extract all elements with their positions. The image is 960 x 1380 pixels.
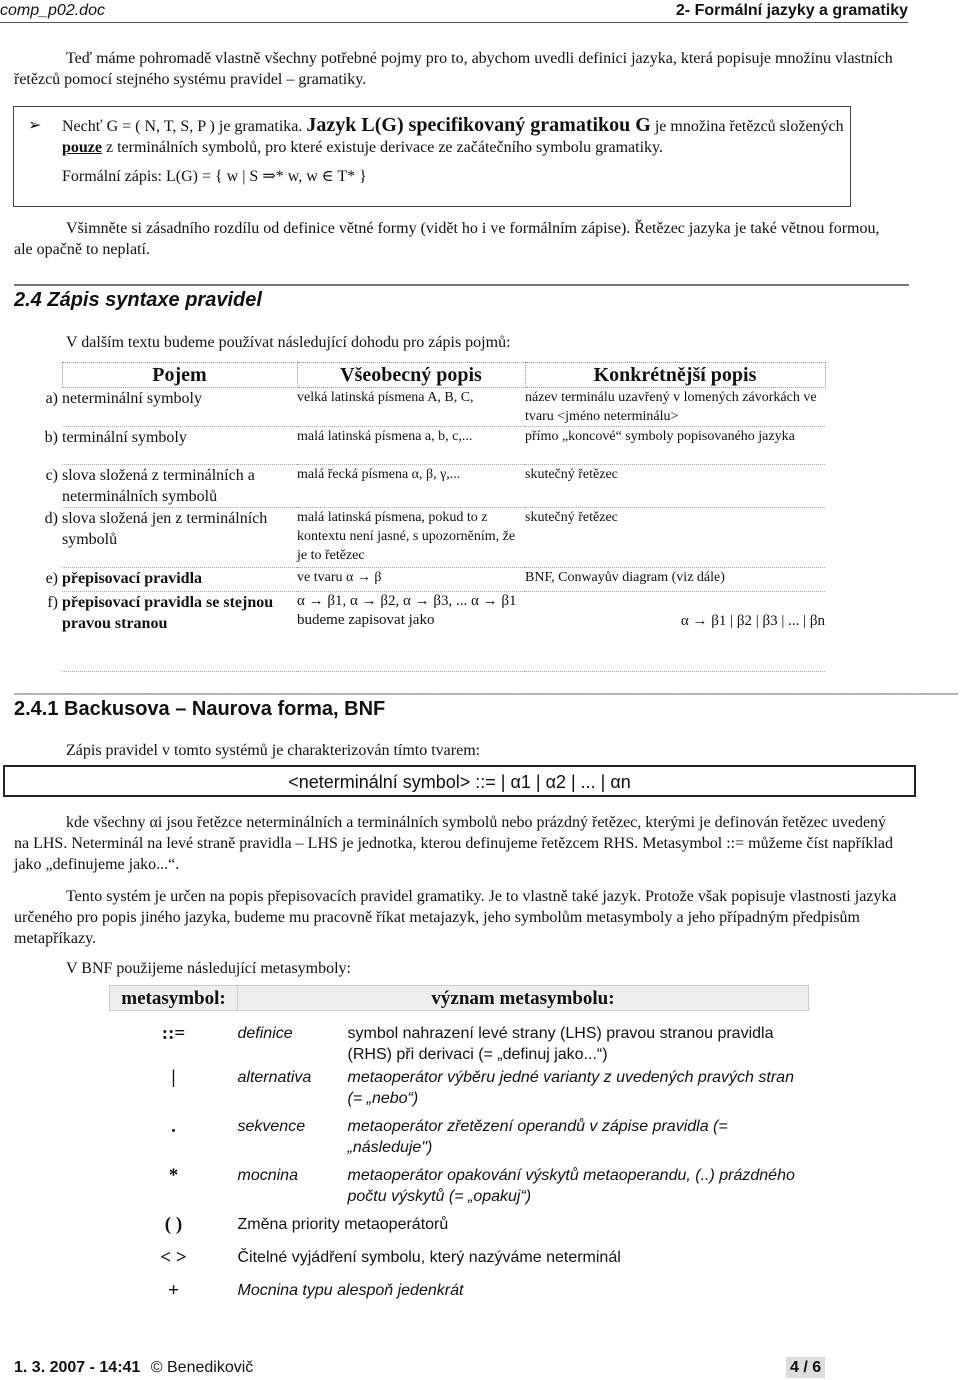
row-label: d) — [44, 509, 58, 527]
desc-cell: symbol nahrazení levé strany (LHS) pravou stranou pravidla (RHS) při derivaci (= „definuj jako...“) — [347, 1025, 774, 1063]
paragraph-metasymbols: V BNF použijeme následující metasymboly: — [66, 960, 351, 977]
footer-date: 1. 3. 2007 - 14:41 — [14, 1359, 141, 1376]
pojem-cell: přepisovací pravidla se stejnou pravou stranou — [62, 592, 297, 672]
metasymbol-cell: . — [171, 1116, 176, 1137]
definition-text — [24, 115, 852, 187]
paragraph-metajazyk: Tento systém je určen na popis přepisovacích pravidel gramatiky. Je to vlastně také jazyk. Protože však popisuje vlastnosti jazyka určeného pro popis jiného jazyka, budeme mu pracovně říkat metajazyk, jeho symbolům metasymboly a jeho případným předpisům metapříkazy. — [14, 888, 897, 947]
table-row — [14, 427, 825, 465]
col-vseobecny: Všeobecný popis — [297, 363, 525, 388]
row-label: f) — [47, 593, 58, 611]
notation-header-row — [14, 363, 825, 388]
file-name: comp_p02.doc — [0, 2, 105, 19]
konk-cell: α → β1 | β2 | β3 | ... | βn — [525, 592, 825, 672]
metasymbol-cell: ::= — [161, 1023, 186, 1044]
notation-table — [14, 362, 826, 672]
intro-paragraph: Teď máme pohromadě vlastně všechny potřebné pojmy pro to, abychom uvedli definici jazyka, která popisuje množinu vlastních řetězců pomocí stejného systému pravidel – gramatiky. — [14, 50, 893, 88]
table-row — [110, 1212, 809, 1245]
table-row — [110, 1245, 809, 1278]
name-cell: Čitelné vyjádření symbolu, který nazýváme neterminál — [237, 1249, 621, 1266]
metasymbol-cell: + — [168, 1280, 179, 1301]
paragraph-lhs: kde všechny αi jsou řetězce neterminálních a terminálních symbolů nebo prázdný řetězec, kterými je definován řetězec uvedený na LHS. Neterminál na levé straně pravidla – LHS je jednotka, kterou definujeme řetězcem RHS. Metasymbol ::= můžeme číst například jako „definujeme jako...“. — [14, 814, 893, 873]
pojem-cell: přepisovací pravidla — [62, 568, 297, 592]
vseob-cell: α → β1, α → β2, α → β3, ... α → β1 budeme zapisovat jako — [297, 592, 525, 672]
vseob-cell: malá latinská písmena a, b, c,... — [297, 427, 525, 465]
definition-part3: z terminálních symbolů, pro které existuje derivace ze začátečního symbolu gramatiky. — [102, 139, 663, 156]
note-paragraph: Všimněte si zásadního rozdílu od definice větné formy (vidět ho i ve formálním zápise). Řetězec jazyka je také větnou formou, ale opačně to neplatí. — [14, 220, 880, 258]
header-rule — [0, 22, 908, 23]
metasymbol-cell: | — [171, 1067, 176, 1088]
subsection-title: 2.4.1 Backusova – Naurova forma, BNF — [14, 698, 386, 720]
page-header — [0, 0, 960, 26]
metasymbol-header-row — [110, 986, 809, 1011]
metasymbol-table — [109, 985, 809, 1311]
table-row — [110, 1011, 809, 1066]
row-label: b) — [44, 428, 58, 446]
col-konkretnejsi: Konkrétnější popis — [525, 363, 825, 388]
desc-cell: metaoperátor zřetězení operandů v zápise pravidla (= „následuje") — [347, 1118, 728, 1156]
konk-cell: BNF, Conwayův diagram (viz dále) — [525, 568, 825, 592]
section-title: 2.4 Zápis syntaxe pravidel — [14, 289, 262, 311]
table-row — [14, 592, 825, 672]
subsection-rule — [14, 693, 958, 695]
table-row — [110, 1114, 809, 1163]
footer-author: © Benedikovič — [150, 1359, 254, 1376]
subsection-intro: Zápis pravidel v tomto systémů je charakterizován tímto tvarem: — [66, 742, 481, 759]
metasymbol-cell: * — [168, 1165, 179, 1186]
vseob-cell: malá latinská písmena, pokud to z kontextu není jasné, s upozorněním, že je to řetězec — [297, 508, 525, 568]
pojem-cell: terminální symboly — [62, 427, 297, 465]
vseob-cell: velká latinská písmena A, B, C, — [297, 388, 525, 427]
name-cell: sekvence — [237, 1118, 306, 1135]
page-number: 4 / 6 — [786, 1357, 825, 1378]
konk-cell: skutečný řetězec — [525, 465, 825, 508]
table-row — [14, 568, 825, 592]
bnf-formula: <neterminální symbol> ::= | α1 | α2 | ... | αn — [3, 765, 916, 797]
page-footer — [14, 1357, 253, 1378]
name-cell: alternativa — [237, 1069, 312, 1086]
name-cell: Mocnina typu alespoň jedenkrát — [237, 1282, 464, 1299]
konk-cell: přímo „koncové“ symboly popisovaného jazyka — [525, 427, 825, 465]
table-row — [110, 1278, 809, 1311]
konk-cell: skutečný řetězec — [525, 508, 825, 568]
desc-cell: metaoperátor výběru jedné varianty z uvedených pravých stran (= „nebo“) — [347, 1069, 794, 1107]
formal-notation: Formální zápis: L(G) = { w | S ⇒* w, w ∈ T* } — [62, 168, 367, 185]
pojem-cell: slova složená jen z terminálních symbolů — [62, 508, 297, 568]
name-cell: Změna priority metaoperátorů — [237, 1216, 449, 1233]
name-cell: definice — [237, 1025, 293, 1042]
table-row — [14, 388, 825, 427]
row-label: e) — [45, 569, 58, 587]
definition-lead: Jazyk L(G) specifikovaný gramatikou G — [306, 114, 651, 136]
metasymbol-cell: < > — [160, 1247, 187, 1268]
metasymbol-cell: ( ) — [164, 1214, 183, 1235]
section-rule — [14, 284, 909, 286]
konk-cell: název terminálu uzavřený v lomených závorkách ve tvaru <jméno neterminálu> — [525, 388, 825, 427]
definition-pouze: pouze — [62, 139, 102, 156]
col-pojem: Pojem — [62, 363, 297, 388]
name-cell: mocnina — [237, 1167, 298, 1184]
chapter-title: 2- Formální jazyky a gramatiky — [675, 2, 908, 19]
section-intro: V dalším textu budeme používat následující dohodu pro zápis pojmů: — [66, 334, 511, 351]
table-row — [110, 1065, 809, 1114]
row-label: a) — [45, 389, 58, 407]
definition-part2: je množina řetězců složených — [650, 118, 844, 135]
table-row — [110, 1163, 809, 1212]
vseob-cell: ve tvaru α → β — [297, 568, 525, 592]
table-row — [14, 508, 825, 568]
vseob-cell: malá řecká písmena α, β, γ,... — [297, 465, 525, 508]
desc-cell: metaoperátor opakování výskytů metaoperandu, (..) prázdného počtu výskytů (= „opakuj“) — [347, 1167, 795, 1205]
pojem-cell: slova složená z terminálních a neterminálních symbolů — [62, 465, 297, 508]
pojem-cell: neterminální symboly — [62, 388, 297, 427]
row-label: c) — [45, 466, 58, 484]
definition-part1: Nechť G = ( N, T, S, P ) je gramatika. — [62, 118, 307, 135]
bullet-icon: ➢ — [28, 117, 42, 134]
col-meaning: význam metasymbolu: — [238, 986, 809, 1011]
table-row — [14, 465, 825, 508]
col-metasymbol: metasymbol: — [110, 986, 238, 1011]
